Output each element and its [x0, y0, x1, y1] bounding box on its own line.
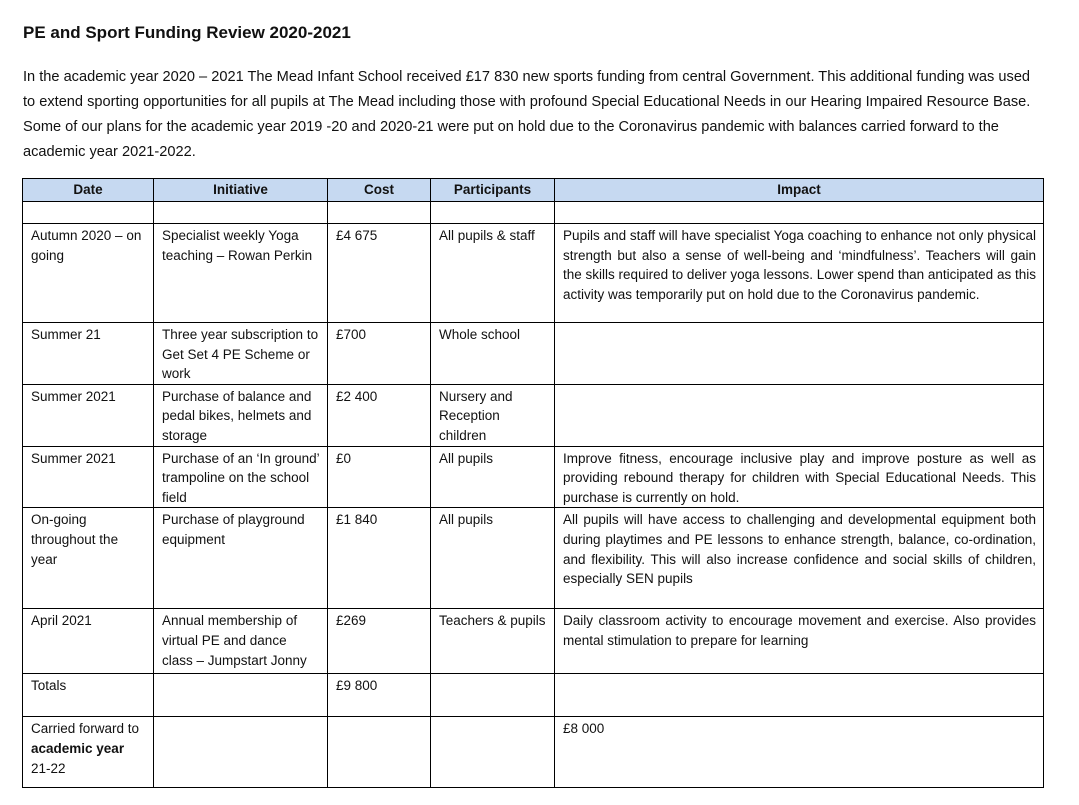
initiative-cell: Purchase of an ‘In ground’ trampoline on the school field [154, 446, 328, 508]
initiative-cell: Purchase of balance and pedal bikes, helmets and storage [154, 384, 328, 446]
carried-forward-suffix: 21-22 [31, 760, 66, 776]
initiative-cell [154, 674, 328, 717]
intro-paragraph: In the academic year 2020 – 2021 The Mead Infant School received £17 830 new sports funding from central Government. This additional funding was used to extend sporting opportunities for all pupils at The Mead including those with profound Special Educational Needs in our Hearing Impaired Resource Base. Some of our plans for the academic year 2019 -20 and 2020-21 were put on hold due to the Coronavirus pandemic with balances carried forward to the academic year 2021-2022. [23, 69, 1031, 160]
initiative-cell: Specialist weekly Yoga teaching – Rowan Perkin [154, 224, 328, 323]
header-impact: Impact [555, 179, 1044, 202]
date-cell: Summer 2021 [23, 384, 154, 446]
date-cell: On-going throughout the year [23, 508, 154, 609]
header-initiative: Initiative [154, 179, 328, 202]
cost-cell: £1 840 [328, 508, 431, 609]
cost-cell: £269 [328, 609, 431, 674]
initiative-cell [154, 717, 328, 788]
participants-cell: Whole school [431, 323, 555, 385]
carried-forward-row [23, 717, 1044, 788]
cost-cell: £700 [328, 323, 431, 385]
participants-cell: Teachers & pupils [431, 609, 555, 674]
carried-forward-label [23, 717, 154, 788]
date-cell: Autumn 2020 – on going [23, 224, 154, 323]
cost-cell: £4 675 [328, 224, 431, 323]
table-row-empty [23, 202, 1044, 224]
participants-cell [431, 674, 555, 717]
initiative-cell: Purchase of playground equipment [154, 508, 328, 609]
header-participants: Participants [431, 179, 555, 202]
participants-cell: All pupils [431, 446, 555, 508]
cost-cell: £0 [328, 446, 431, 508]
carried-forward-bold: academic year [31, 740, 125, 756]
date-cell: Summer 21 [23, 323, 154, 385]
participants-cell [431, 717, 555, 788]
impact-cell [555, 674, 1044, 717]
table-row [23, 446, 1044, 508]
cost-cell: £2 400 [328, 384, 431, 446]
funding-table [22, 178, 1044, 788]
table-row [23, 609, 1044, 674]
table-row [23, 384, 1044, 446]
initiative-cell: Annual membership of virtual PE and dance class – Jumpstart Jonny [154, 609, 328, 674]
totals-row [23, 674, 1044, 717]
header-cost: Cost [328, 179, 431, 202]
impact-cell: Improve fitness, encourage inclusive play and improve posture as well as providing rebound therapy for children with Special Educational Needs. This purchase is currently on hold. [555, 446, 1044, 508]
table-row [23, 323, 1044, 385]
participants-cell: Nursery and Reception children [431, 384, 555, 446]
carried-forward-amount: £8 000 [555, 717, 1044, 788]
impact-cell: Pupils and staff will have specialist Yoga coaching to enhance not only physical strength but also a sense of well-being and ‘mindfulness’. Teachers will gain the skills required to deliver yoga lessons. Lower spend than anticipated as this activity was temporarily put on hold due to the Coronavirus pandemic. [555, 224, 1044, 323]
impact-cell [555, 384, 1044, 446]
table-row [23, 508, 1044, 609]
page-title: PE and Sport Funding Review 2020-2021 [23, 23, 351, 42]
header-date: Date [23, 179, 154, 202]
table-cell [154, 202, 328, 224]
table-cell [431, 202, 555, 224]
table-cell [328, 202, 431, 224]
participants-cell: All pupils [431, 508, 555, 609]
impact-cell: Daily classroom activity to encourage movement and exercise. Also provides mental stimulation to prepare for learning [555, 609, 1044, 674]
initiative-cell: Three year subscription to Get Set 4 PE Scheme or work [154, 323, 328, 385]
cost-cell [328, 717, 431, 788]
table-header-row [23, 179, 1044, 202]
totals-label: Totals [23, 674, 154, 717]
date-cell: April 2021 [23, 609, 154, 674]
date-cell: Summer 2021 [23, 446, 154, 508]
document-page [23, 22, 1043, 165]
participants-cell: All pupils & staff [431, 224, 555, 323]
impact-cell [555, 323, 1044, 385]
impact-cell: All pupils will have access to challenging and developmental equipment both during playtimes and PE lessons to enhance strength, balance, co-ordination, and flexibility. This will also increase confidence and social skills of children, especially SEN pupils [555, 508, 1044, 609]
totals-cost: £9 800 [328, 674, 431, 717]
table-row [23, 224, 1044, 323]
table-cell [23, 202, 154, 224]
carried-forward-prefix: Carried forward to [31, 721, 140, 737]
table-cell [555, 202, 1044, 224]
